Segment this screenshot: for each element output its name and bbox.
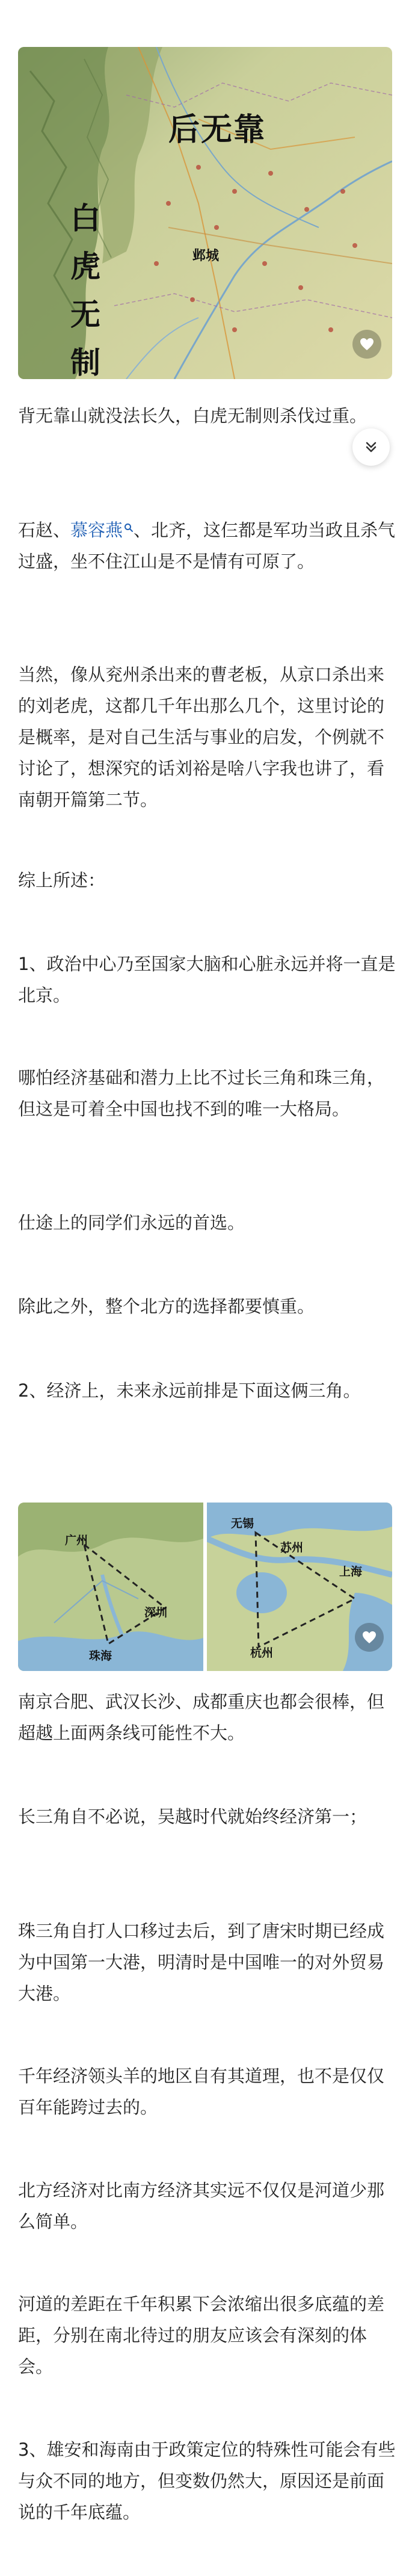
map-title-main: 后无靠 xyxy=(168,112,266,148)
like-button[interactable] xyxy=(352,330,381,359)
heart-icon xyxy=(359,337,375,351)
paragraph-7: 仕途上的同学们永远的首选。 xyxy=(18,1212,245,1233)
paragraph-16: 3、雄安和海南由于政策定位的特殊性可能会有些与众不同的地方，但变数仍然大，原因还是前面说的千年底蕴。 xyxy=(18,2439,396,2522)
paragraph-12: 珠三角自打人口移过去后，到了唐宋时期已经成为中国第一大港，明清时是中国唯一的对外贸易大港。 xyxy=(18,1921,385,2004)
paragraph-15: 河道的差距在千年积累下会浓缩出很多底蕴的差距，分别在南北待过的朋友应该会有深刻的体会。 xyxy=(18,2294,385,2377)
paragraph-3: 当然，像从兖州杀出来的曹老板，从京口杀出来的刘老虎，这都几千年出那么几个，这里讨论的是概率，是对自己生活与事业的启发，个例就不讨论了，想深究的话刘裕是啥八字我也讲了，看南朝开篇第二节。 xyxy=(18,664,385,810)
label-hangzhou: 杭州 xyxy=(250,1646,274,1660)
map-city-label: 邺城 xyxy=(192,249,220,264)
label-guangzhou: 广州 xyxy=(65,1534,88,1547)
paragraph-2-after: 、北齐，这仨都是军功当政且杀气过盛，坐不住江山是不是情有可原了。 xyxy=(18,520,396,572)
paragraph-10: 南京合肥、武汉长沙、成都重庆也都会很棒，但超越上面两条线可能性不大。 xyxy=(18,1691,385,1743)
paragraph-5: 1、政治中心乃至国家大脑和心脏永远并将一直是北京。 xyxy=(18,954,396,1005)
label-shenzhen: 深圳 xyxy=(144,1606,168,1619)
label-zhuhai: 珠海 xyxy=(89,1649,112,1663)
like-button-2[interactable] xyxy=(355,1623,384,1652)
paragraph-8: 除此之外，整个北方的选择都要慎重。 xyxy=(18,1296,315,1317)
label-suzhou: 苏州 xyxy=(280,1541,304,1554)
paragraph-14: 北方经济对比南方经济其实远不仅仅是河道少那么简单。 xyxy=(18,2180,385,2232)
paragraph-4: 综上所述： xyxy=(18,870,106,891)
paragraph-9: 2、经济上，未来永远前排是下面这俩三角。 xyxy=(18,1380,361,1401)
link-murong-yan[interactable]: 慕容燕 xyxy=(70,520,123,540)
paragraph-2 xyxy=(18,514,396,577)
double-chevron-down-icon xyxy=(364,440,378,454)
label-wuxi: 无锡 xyxy=(231,1517,254,1530)
paragraph-1: 背无靠山就没法长久，白虎无制则杀伐过重。 xyxy=(18,406,367,426)
label-shanghai: 上海 xyxy=(339,1565,363,1578)
paragraph-6: 哪怕经济基础和潜力上比不过长三角和珠三角，但这是可着全中国也找不到的唯一大格局。 xyxy=(18,1067,385,1119)
paragraph-11: 长三角自不必说，吴越时代就始终经济第一； xyxy=(18,1806,367,1827)
map-image-hou-wu-kao[interactable] xyxy=(18,47,392,379)
map-title-side: 白虎无制 xyxy=(70,201,100,379)
heart-icon xyxy=(361,1630,377,1645)
search-icon[interactable] xyxy=(124,523,134,533)
paragraph-2-before: 石赵、 xyxy=(18,520,71,540)
delta-maps xyxy=(18,1503,392,1671)
expand-button[interactable] xyxy=(352,428,390,466)
paragraph-13: 千年经济领头羊的地区自有其道理，也不是仅仅百年能跨过去的。 xyxy=(18,2066,385,2117)
delta-maps-image[interactable] xyxy=(18,1503,392,1671)
